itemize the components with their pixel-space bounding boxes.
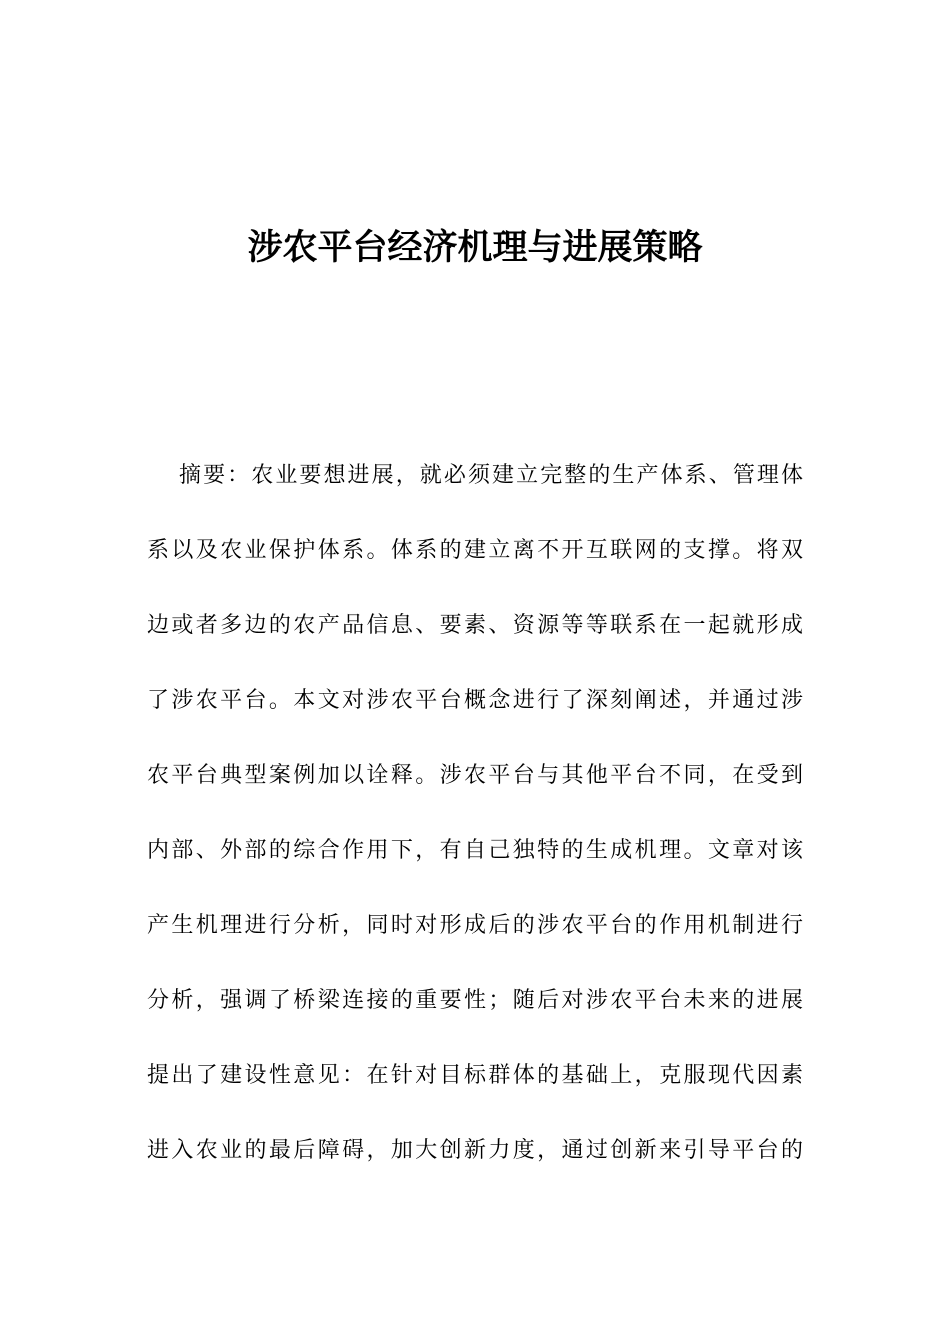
abstract-line: 系以及农业保护体系。体系的建立离不开互联网的支撑。将双 (147, 538, 803, 563)
document-title: 涉农平台经济机理与进展策略 (247, 228, 703, 268)
abstract-line: 内部、外部的综合作用下，有自己独特的生成机理。文章对该 (147, 838, 803, 863)
abstract-line: 进入农业的最后障碍，加大创新力度，通过创新来引导平台的 (147, 1138, 803, 1163)
abstract-line: 农平台典型案例加以诠释。涉农平台与其他平台不同，在受到 (147, 763, 803, 788)
abstract-line: 摘要：农业要想进展，就必须建立完整的生产体系、管理体 (179, 463, 803, 488)
abstract-line: 分析，强调了桥梁连接的重要性；随后对涉农平台未来的进展 (147, 988, 803, 1013)
abstract-line: 了涉农平台。本文对涉农平台概念进行了深刻阐述，并通过涉 (147, 688, 803, 713)
abstract-paragraph (147, 452, 803, 1202)
abstract-line: 提出了建设性意见：在针对目标群体的基础上，克服现代因素 (147, 1063, 803, 1088)
abstract-line: 产生机理进行分析，同时对形成后的涉农平台的作用机制进行 (147, 913, 803, 938)
abstract-line: 边或者多边的农产品信息、要素、资源等等联系在一起就形成 (147, 613, 803, 638)
